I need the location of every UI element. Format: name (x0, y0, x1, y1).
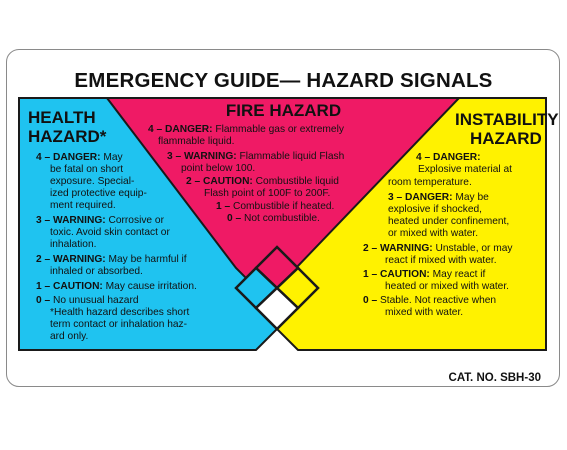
instability-level-code: 4 – (416, 152, 431, 163)
fire-level-text: flammable liquid. (158, 136, 235, 147)
instability-line (416, 152, 481, 164)
instability-level-label: WARNING: (380, 243, 433, 254)
instability-level-text: Unstable, or may (435, 243, 513, 254)
instability-level-code: 1 – (363, 269, 378, 280)
health-level-text: May cause irritation. (105, 281, 197, 292)
fire-line (158, 136, 234, 148)
fire-level-code: 4 – (148, 124, 163, 135)
instability-line (363, 295, 496, 307)
health-level-text: Corrosive or (108, 215, 164, 226)
health-level-text: May be harmful if (108, 254, 187, 265)
fire-heading: FIRE HAZARD (225, 101, 342, 120)
health-line (36, 295, 139, 307)
fire-level-text: Not combustible. (244, 213, 320, 224)
fire-line (148, 124, 344, 136)
page-title: EMERGENCY GUIDE— HAZARD SIGNALS (74, 69, 493, 92)
instability-line (418, 164, 512, 176)
health-line (36, 281, 197, 293)
health-line (50, 319, 187, 331)
health-line (50, 188, 147, 200)
health-line (50, 164, 123, 176)
health-level-label: CAUTION: (53, 281, 103, 292)
health-line (50, 200, 116, 212)
instability-level-code: 2 – (363, 243, 378, 254)
health-heading-1: HEALTH (28, 108, 96, 127)
health-level-text: inhalation. (50, 239, 97, 250)
instability-line (363, 269, 485, 281)
instability-level-text: Stable. Not reactive when (380, 295, 497, 306)
health-line (50, 307, 189, 319)
fire-line (204, 188, 330, 200)
fire-level-text: Combustible liquid (255, 176, 339, 187)
health-level-text: No unusual hazard (53, 295, 139, 306)
instability-line (388, 192, 489, 204)
fire-line (186, 176, 339, 188)
health-level-text: exposure. Special- (50, 176, 135, 187)
health-heading-2: HAZARD* (28, 127, 107, 146)
health-level-text: inhaled or absorbed. (50, 266, 143, 277)
instability-level-label: DANGER: (433, 152, 481, 163)
health-line (36, 254, 187, 266)
health-line (36, 215, 164, 227)
fire-level-label: WARNING: (184, 151, 237, 162)
health-level-text: ard only. (50, 331, 89, 342)
health-level-label: DANGER: (53, 152, 101, 163)
instability-level-code: 3 – (388, 192, 403, 203)
fire-level-code: 2 – (186, 176, 201, 187)
fire-line (227, 213, 320, 225)
fire-line (181, 163, 255, 175)
fire-level-code: 0 – (227, 213, 242, 224)
health-level-text: be fatal on short (50, 164, 124, 175)
instability-level-text: Explosive material at (418, 164, 512, 175)
health-level-code: 1 – (36, 281, 51, 292)
fire-level-text: Flash point of 100F to 200F. (204, 188, 331, 199)
fire-level-text: point below 100. (181, 163, 256, 174)
fire-level-label: CAUTION: (203, 176, 253, 187)
instability-line (388, 216, 509, 228)
catalog-prefix: CAT. NO. SBH- (448, 372, 529, 384)
catalog-number-value: 30 (528, 372, 541, 384)
health-level-text: ized protective equip- (50, 188, 147, 199)
health-level-code: 3 – (36, 215, 51, 226)
instability-line (385, 307, 463, 319)
health-line (50, 331, 88, 343)
fire-level-text: Flammable liquid Flash (239, 151, 345, 162)
fire-line (167, 151, 344, 163)
instability-level-text: heated or mixed with water. (385, 281, 510, 292)
instability-line (363, 243, 513, 255)
instability-heading-1: INSTABILITY (455, 110, 559, 129)
health-level-text: ment required. (50, 200, 116, 211)
health-line (50, 239, 96, 251)
health-level-text: May (103, 152, 123, 163)
instability-level-text: room temperature. (388, 177, 472, 188)
fire-level-code: 1 – (216, 201, 231, 212)
health-line (50, 176, 134, 188)
health-line (50, 227, 170, 239)
fire-level-label: DANGER: (165, 124, 213, 135)
health-line (36, 152, 123, 164)
health-level-label: WARNING: (53, 254, 106, 265)
health-level-code: 4 – (36, 152, 51, 163)
fire-level-text: Flammable gas or extremely (215, 124, 344, 135)
catalog-number (449, 372, 541, 384)
fire-level-text: Combustible if heated. (233, 201, 335, 212)
instability-line (388, 177, 472, 189)
fire-level-code: 3 – (167, 151, 182, 162)
instability-line (385, 281, 509, 293)
health-level-code: 2 – (36, 254, 51, 265)
instability-level-label: DANGER: (405, 192, 453, 203)
health-level-text: toxic. Avoid skin contact or (50, 227, 170, 238)
instability-level-code: 0 – (363, 295, 378, 306)
instability-line (388, 228, 478, 240)
fire-line (216, 201, 334, 213)
instability-line (388, 204, 482, 216)
health-level-text: *Health hazard describes short (50, 307, 190, 318)
instability-level-text: May react if (432, 269, 486, 280)
instability-heading-2: HAZARD (470, 129, 542, 148)
instability-level-text: react if mixed with water. (385, 255, 497, 266)
instability-level-text: explosive if shocked, (388, 204, 483, 215)
health-line (50, 266, 143, 278)
health-level-code: 0 – (36, 295, 51, 306)
instability-line (385, 255, 497, 267)
instability-level-label: CAUTION: (380, 269, 430, 280)
instability-level-text: or mixed with water. (388, 228, 479, 239)
health-level-label: WARNING: (53, 215, 106, 226)
instability-level-text: mixed with water. (385, 307, 464, 318)
instability-level-text: heated under confinement, (388, 216, 510, 227)
health-level-text: term contact or inhalation haz- (50, 319, 188, 330)
instability-level-text: May be (455, 192, 489, 203)
